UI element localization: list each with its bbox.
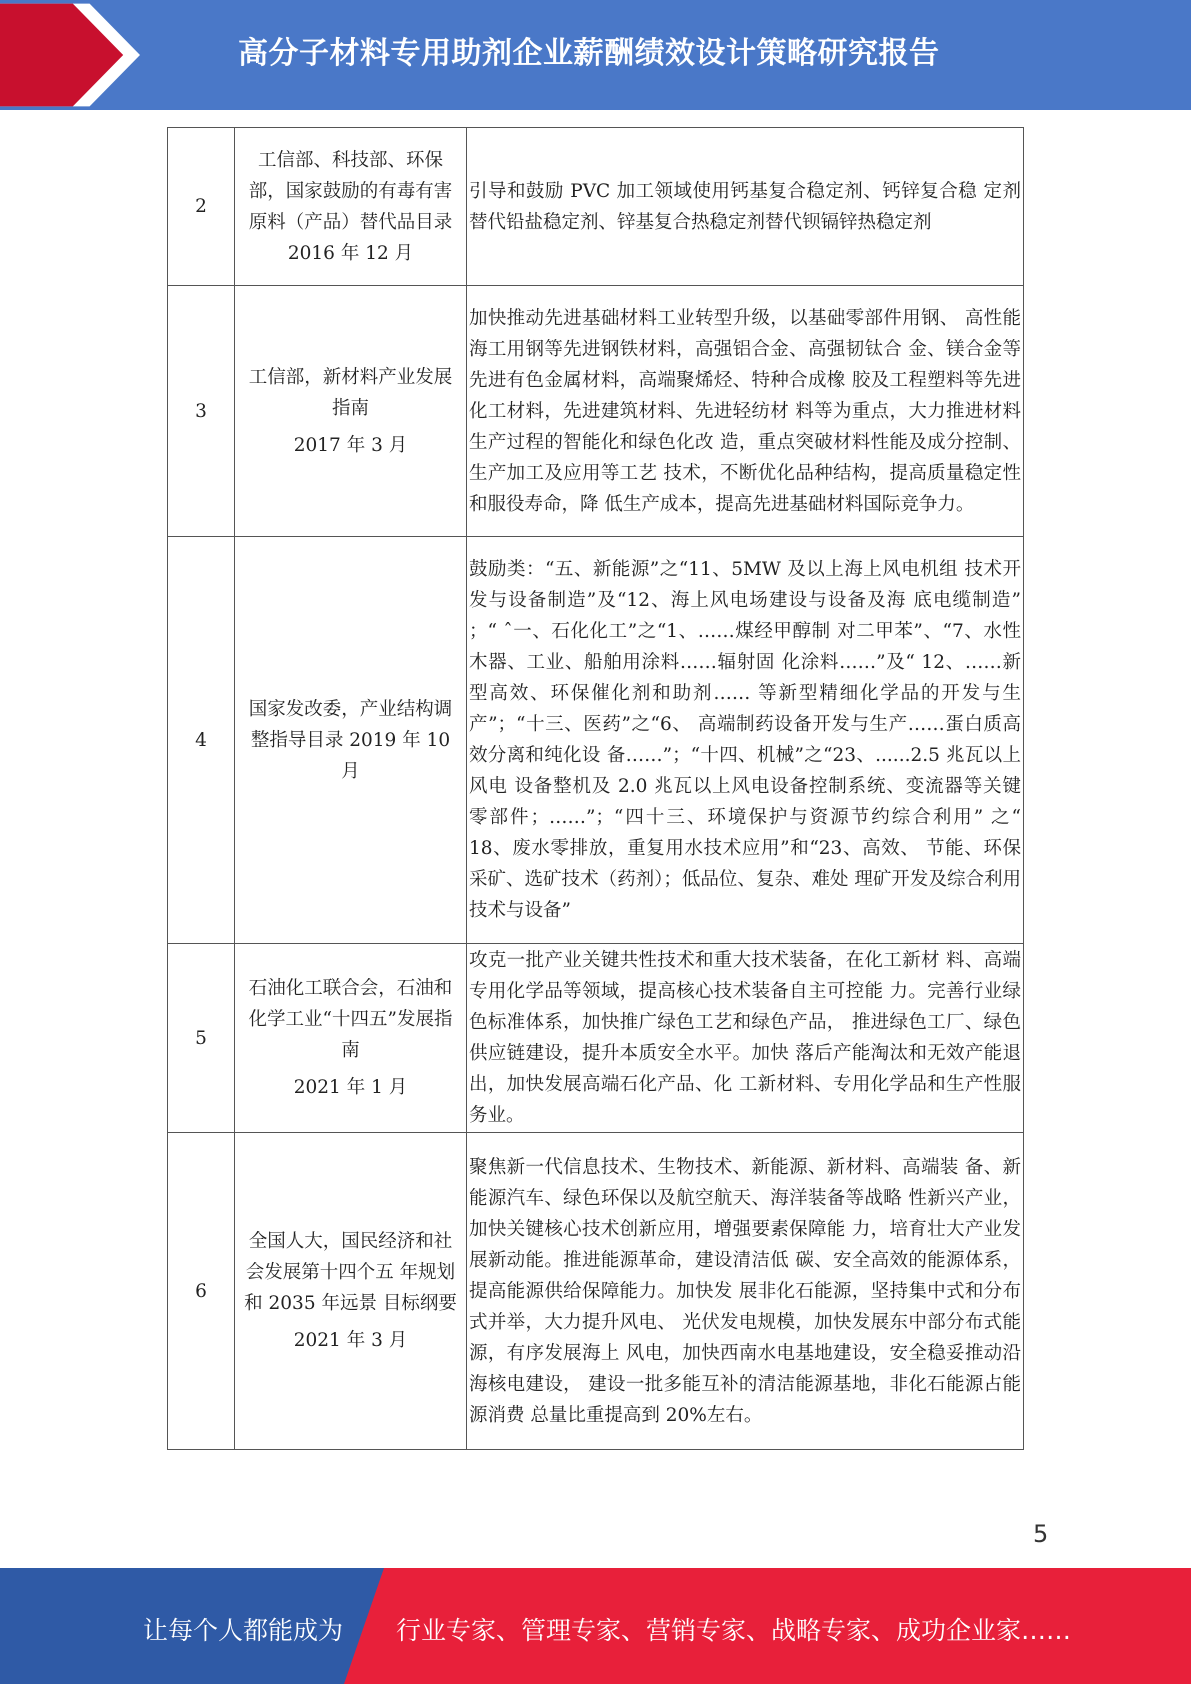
policy-source: [235, 286, 467, 537]
policy-source-name: 全国人大，国民经济和社会发展第十四个五 年规划和 2035 年远景 目标纲要: [244, 1231, 457, 1314]
policy-source-name: 石油化工联合会，石油和化学工业“十四五”发展指南: [248, 978, 453, 1061]
table-row: [168, 128, 1024, 286]
header-arrow-decoration: [0, 0, 140, 110]
policy-source-name: 工信部、科技部、环保部，国家鼓励的有毒有害原料（产品）替代品目录 2016 年 12 月: [248, 149, 453, 264]
policy-content: 鼓励类：“五、新能源”之“11、5MW 及以上海上风电机组 技术开发与设备制造”及“12、海上风电场建设与设备及海 底电缆制造” ；“ ˆ一、石化化工”之“1、……煤经甲醇制 对二甲苯”、“7、水性木器、工业、船舶用涂料……辐射固 化涂料……”及“ 12、……新型高效、环保催化剂和助剂…… 等新型精细化学品的开发与生产”；“十三、医药”之“6、 高端制药设备开发与生产……蛋白质高效分离和纯化设 备……”；“十四、机械”之“23、......2.5 兆瓦以上风电 设备整机及 2.0 兆瓦以上风电设备控制系统、变流器等关键 零部件；……”；“四十三、环境保护与资源节约综合利用” 之“ 18、废水零排放，重复用水技术应用”和“23、高效、 节能、环保采矿、选矿技术（药剂）；低品位、复杂、难处 理矿开发及综合利用技术与设备”: [467, 537, 1024, 944]
policy-content: 聚焦新一代信息技术、生物技术、新能源、新材料、高端装 备、新能源汽车、绿色环保以及航空航天、海洋装备等战略 性新兴产业，加快关键核心技术创新应用，增强要素保障能 力，培育壮大产业发展新动能。推进能源革命，建设清洁低 碳、安全高效的能源体系，提高能源供给保障能力。加快发 展非化石能源，坚持集中式和分布式并举，大力提升风电、 光伏发电规模，加快发展东中部分布式能源，有序发展海上 风电，加快西南水电基地建设，安全稳妥推动沿海核电建设， 建设一批多能互补的清洁能源基地，非化石能源占能源消费 总量比重提高到 20%左右。: [467, 1133, 1024, 1450]
report-title: 高分子材料专用助剂企业薪酬绩效设计策略研究报告: [238, 36, 940, 71]
row-number: 5: [168, 944, 235, 1133]
policy-source: [235, 944, 467, 1133]
table-row: [168, 537, 1024, 944]
footer-slogan-left: 让每个人都能成为: [143, 1616, 344, 1645]
policy-source-name: 工信部，新材料产业发展指南: [248, 366, 453, 419]
policy-source: [235, 128, 467, 286]
row-number: 4: [168, 537, 235, 944]
policy-source: [235, 537, 467, 944]
policy-source-name: 国家发改委，产业结构调整指导目录 2019 年 10 月: [248, 698, 453, 782]
row-number: 3: [168, 286, 235, 537]
policy-date: 2021 年 1 月: [293, 1077, 408, 1098]
table-row: [168, 944, 1024, 1133]
page-header: [0, 0, 1191, 110]
policy-date: 2021 年 3 月: [293, 1330, 408, 1351]
page-number: 5: [1033, 1520, 1049, 1548]
policy-source: [235, 1133, 467, 1450]
policy-date: 2017 年 3 月: [293, 434, 408, 456]
policy-content: 引导和鼓励 PVC 加工领域使用钙基复合稳定剂、钙锌复合稳 定剂替代铅盐稳定剂、锌基复合热稳定剂替代钡镉锌热稳定剂: [467, 128, 1024, 286]
row-number: 2: [168, 128, 235, 286]
policy-content: 攻克一批产业关键共性技术和重大技术装备，在化工新材 料、高端专用化学品等领域，提高核心技术装备自主可控能 力。完善行业绿色标准体系，加快推广绿色工艺和绿色产品， 推进绿色工厂、绿色供应链建设，提升本质安全水平。加快 落后产能淘汰和无效产能退出，加快发展高端石化产品、化 工新材料、专用化学品和生产性服务业。: [467, 944, 1024, 1133]
table-row: [168, 286, 1024, 537]
policy-content: 加快推动先进基础材料工业转型升级，以基础零部件用钢、 高性能海工用钢等先进钢铁材料，高强铝合金、高强韧钛合 金、镁合金等先进有色金属材料，高端聚烯烃、特种合成橡 胶及工程塑料等先进化工材料，先进建筑材料、先进轻纺材 料等为重点，大力推进材料生产过程的智能化和绿色化改 造，重点突破材料性能及成分控制、生产加工及应用等工艺 技术，不断优化品种结构，提高质量稳定性和服役寿命，降 低生产成本，提高先进基础材料国际竞争力。: [467, 286, 1024, 537]
policy-table: [167, 127, 1024, 1450]
table-row: [168, 1133, 1024, 1450]
footer-slogan-right: 行业专家、管理专家、营销专家、战略专家、成功企业家……: [396, 1616, 1072, 1645]
page-footer: [0, 1568, 1191, 1684]
row-number: 6: [168, 1133, 235, 1450]
